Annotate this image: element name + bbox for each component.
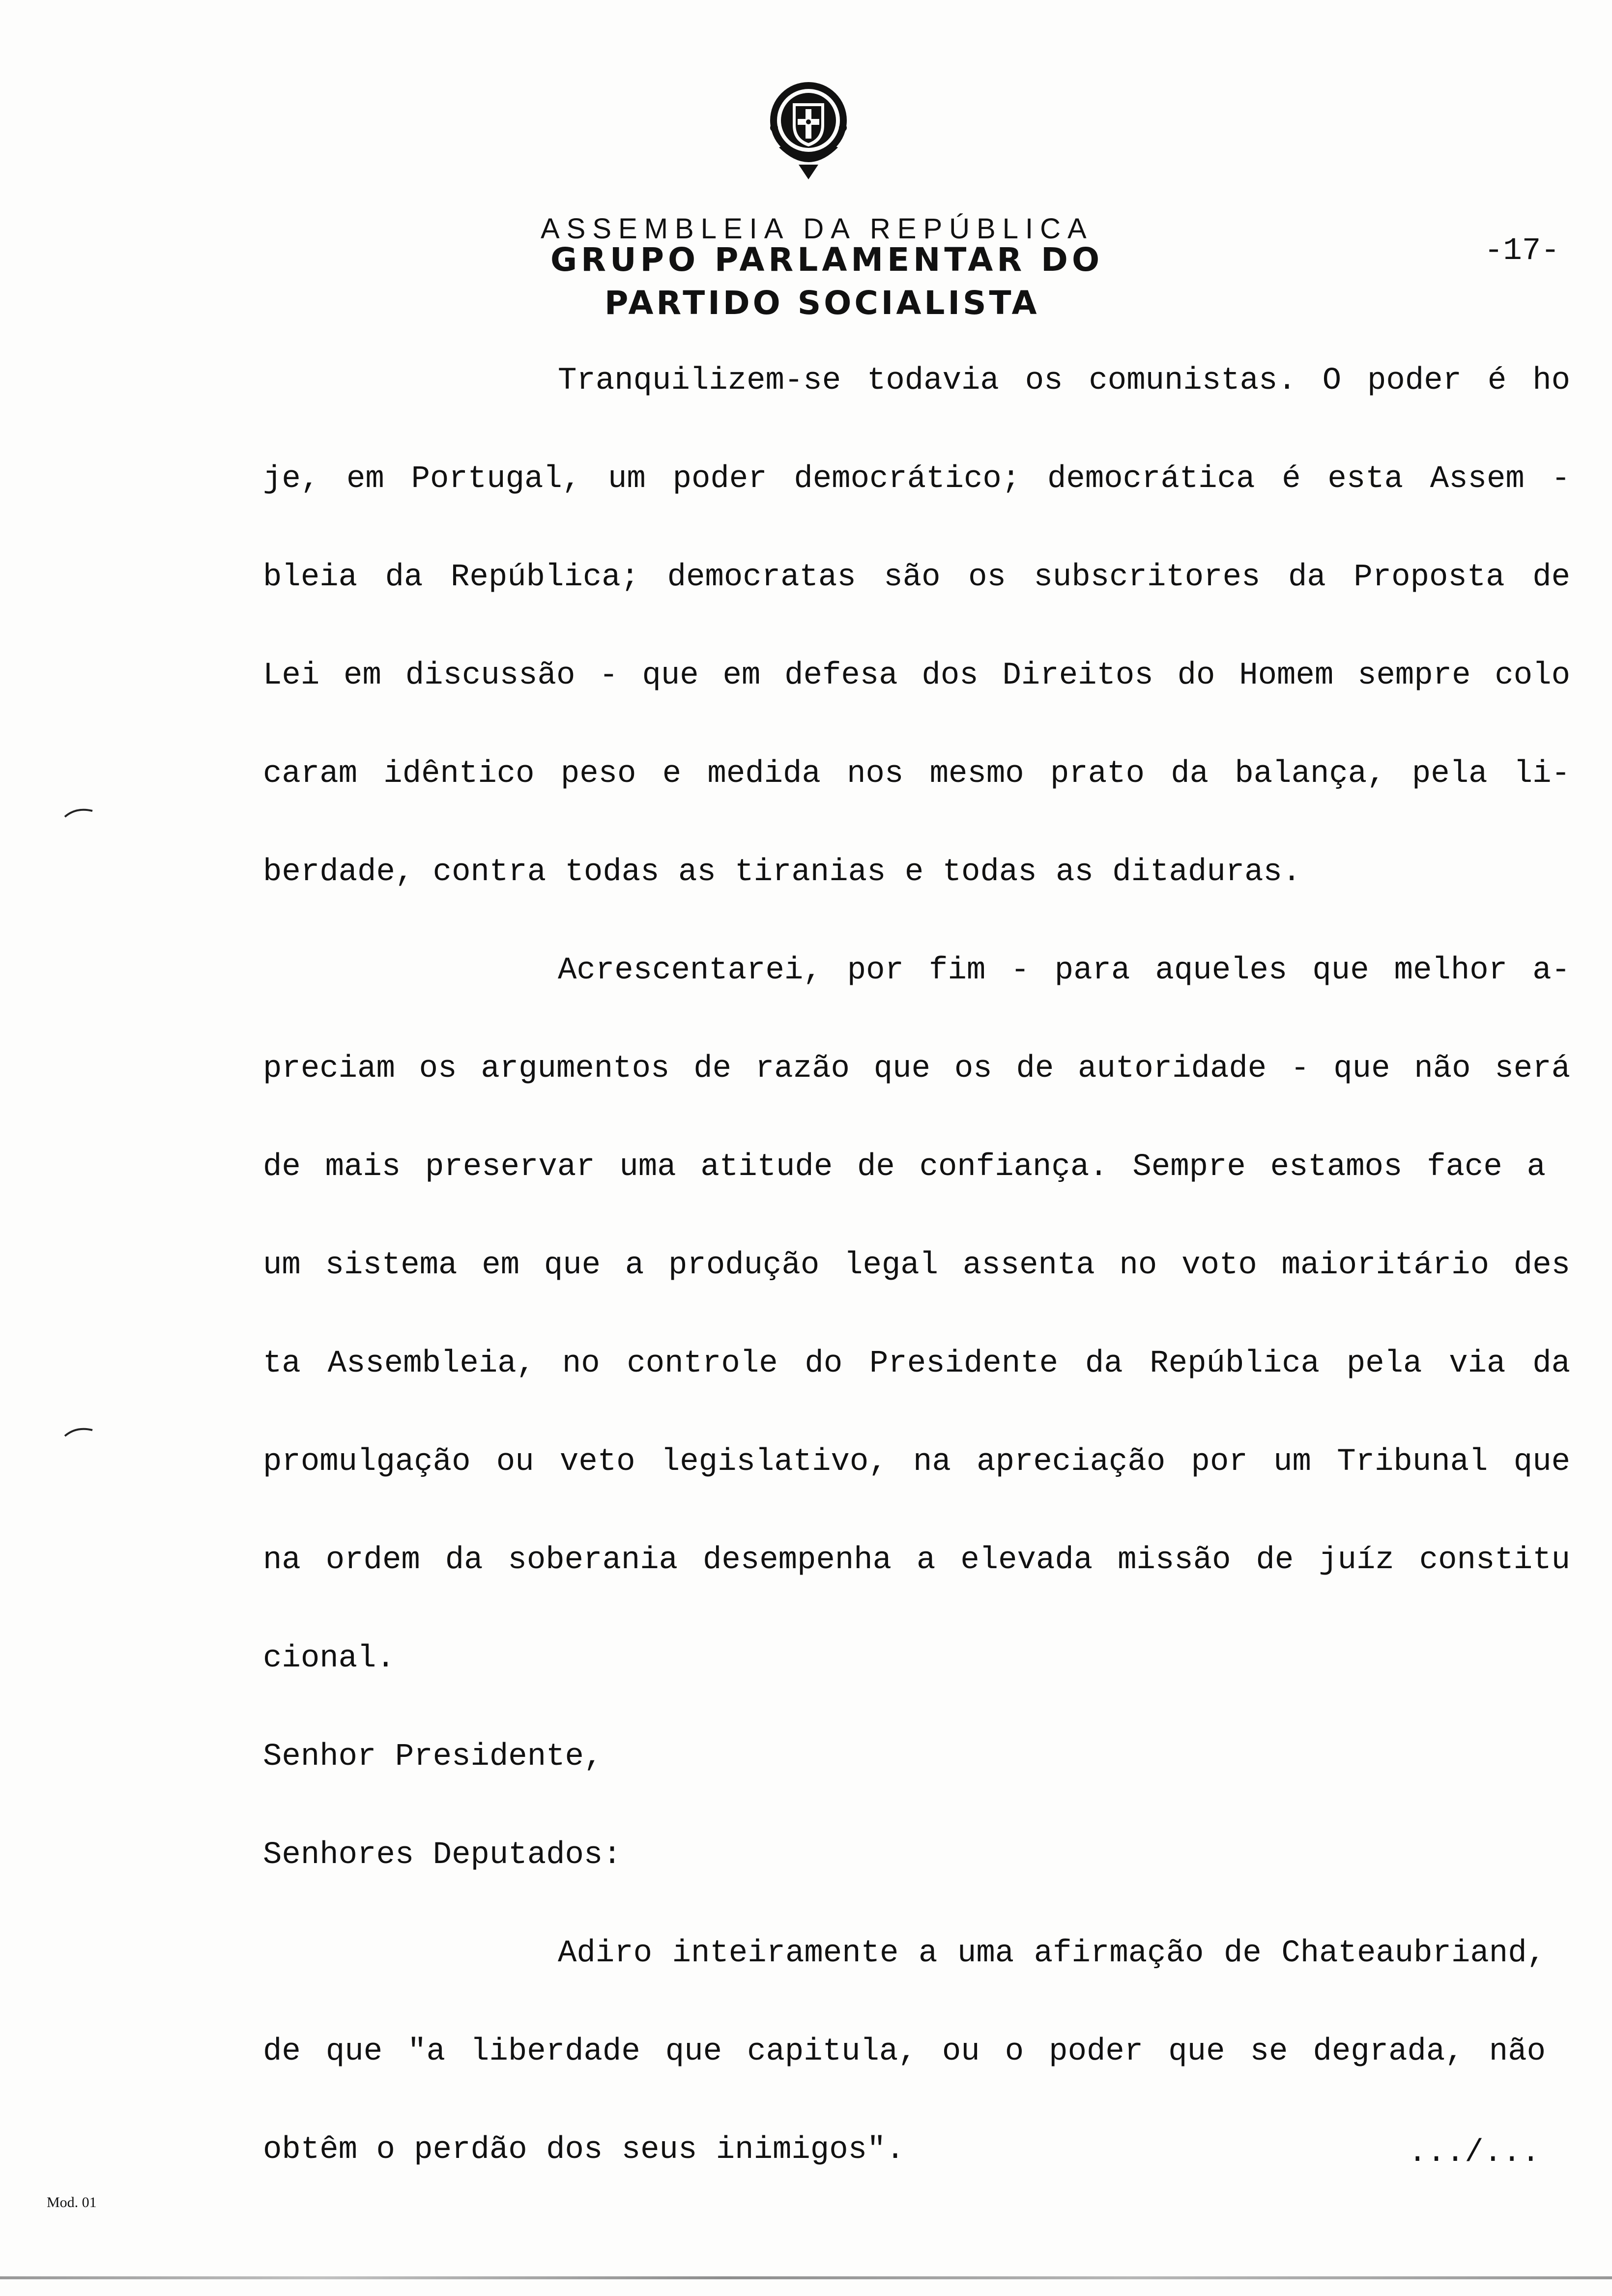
party-name: PARTIDO SOCIALISTA: [604, 284, 1040, 322]
body-line: je, em Portugal, um poder democrático; democrática é esta Assem -: [263, 461, 1570, 497]
body-line: bleia da República; democratas são os subscritores da Proposta de: [263, 560, 1570, 595]
body-line: Adiro inteiramente a uma afirmação de Chateaubriand,: [558, 1936, 1546, 1971]
margin-mark-icon: [64, 806, 93, 819]
body-line: de mais preservar uma atitude de confiança. Sempre estamos face a: [263, 1149, 1546, 1185]
body-line: berdade, contra todas as tiranias e todas as ditaduras.: [263, 855, 1301, 890]
body-line: caram idêntico peso e medida nos mesmo prato da balança, pela li-: [263, 756, 1570, 792]
continuation-mark: .../...: [1408, 2135, 1540, 2171]
body-line: Tranquilizem-se todavia os comunistas. O poder é ho: [558, 363, 1570, 399]
body-line: promulgação ou veto legislativo, na apreciação por um Tribunal que: [263, 1444, 1570, 1480]
body-line: um sistema em que a produção legal assenta no voto maioritário des: [263, 1248, 1570, 1283]
group-name: GRUPO PARLAMENTAR DO: [550, 241, 1104, 279]
margin-mark-icon: [64, 1425, 93, 1438]
coat-of-arms-icon: [764, 74, 853, 182]
body-line: obtêm o perdão dos seus inimigos".: [263, 2132, 905, 2168]
body-line: Lei em discussão - que em defesa dos Direitos do Homem sempre colo: [263, 658, 1570, 693]
body-line: Acrescentarei, por fim - para aqueles que melhor a-: [558, 953, 1570, 988]
body-line: de que "a liberdade que capitula, ou o poder que se degrada, não: [263, 2034, 1546, 2069]
body-line: na ordem da soberania desempenha a elevada missão de juíz constitu: [263, 1543, 1570, 1578]
salutation-line: Senhores Deputados:: [263, 1837, 622, 1873]
scan-edge: [0, 2276, 1612, 2279]
page-number: -17-: [1484, 233, 1560, 269]
institution-name: ASSEMBLEIA DA REPÚBLICA: [541, 213, 1094, 245]
body-line: ta Assembleia, no controle do Presidente da República pela via da: [263, 1346, 1570, 1381]
body-line: cional.: [263, 1641, 395, 1676]
body-line: preciam os argumentos de razão que os de autoridade - que não será: [263, 1051, 1570, 1087]
salutation-line: Senhor Presidente,: [263, 1739, 603, 1775]
form-code: Mod. 01: [47, 2194, 97, 2210]
